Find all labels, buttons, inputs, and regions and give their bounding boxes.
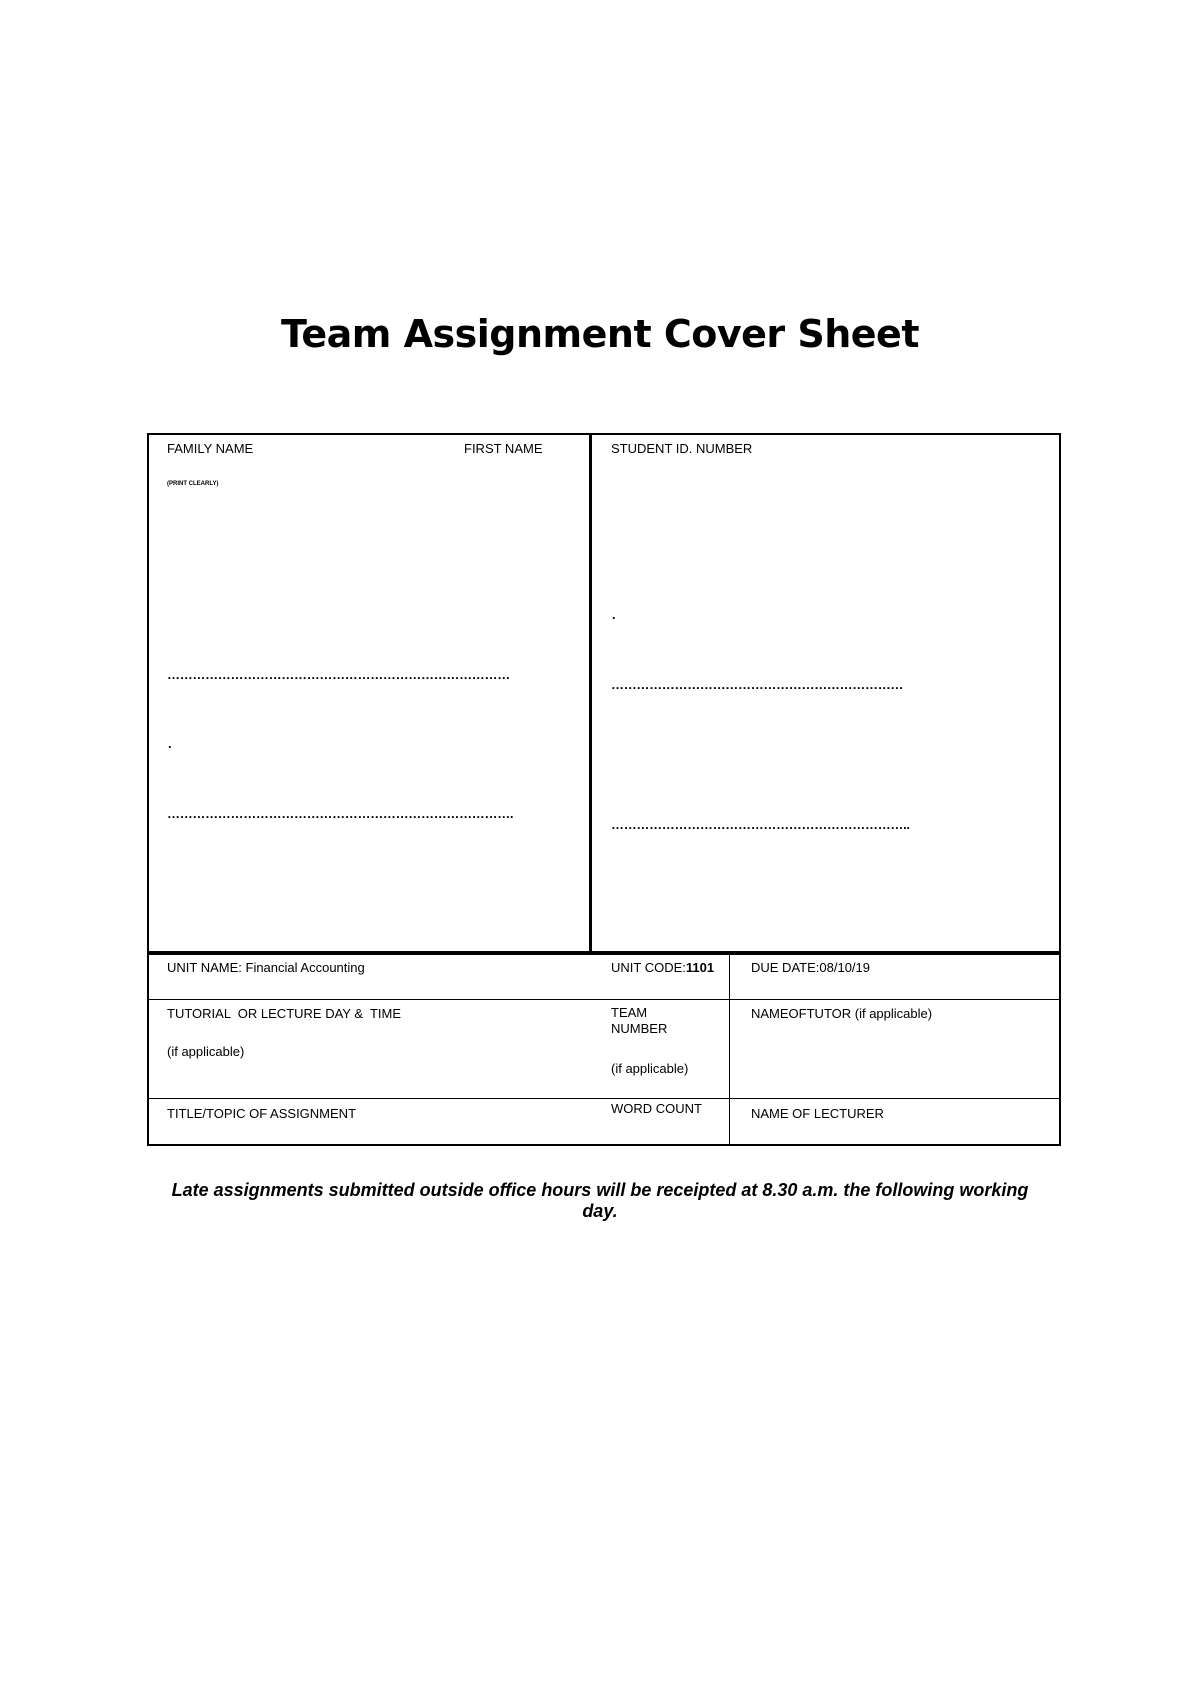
late-submission-note: Late assignments submitted outside office hours will be receipted at 8.30 a.m. the following working day.: [171, 1180, 1029, 1221]
team-number-label-line-2: NUMBER: [611, 1021, 668, 1036]
unit-name-label: UNIT NAME:: [167, 960, 246, 975]
lower-row-divider-2: [147, 1098, 1061, 1099]
tutorial-note: (if applicable): [167, 1044, 245, 1059]
due-date-field: [751, 960, 870, 976]
page-title: Team Assignment Cover Sheet: [281, 312, 919, 356]
family-name-label: FAMILY NAME: [167, 441, 254, 456]
due-date-label: DUE DATE:: [751, 960, 820, 975]
unit-name-field: [167, 960, 365, 976]
title-topic-label: TITLE/TOPIC OF ASSIGNMENT: [167, 1106, 357, 1121]
unit-code-label: UNIT CODE:: [611, 960, 686, 975]
id-line-2[interactable]: ……………………………………………………………..: [611, 817, 910, 832]
team-number-label-line-1: TEAM: [611, 1005, 648, 1020]
unit-code-value: 1101: [685, 960, 715, 975]
lower-col-divider: [729, 953, 730, 1146]
id-line-1[interactable]: ……………………………………………………………: [611, 677, 904, 692]
name-line-1[interactable]: ………………………………………………………………………: [167, 667, 510, 682]
unit-code-field: [611, 960, 714, 976]
id-bullet: .: [612, 607, 616, 622]
due-date-value: 08/10/19: [819, 960, 870, 975]
team-number-note: (if applicable): [611, 1061, 689, 1076]
name-line-2[interactable]: ……………………………………………………………………….: [167, 806, 514, 821]
lower-row-divider-1: [147, 999, 1061, 1000]
word-count-label: WORD COUNT: [611, 1101, 702, 1116]
student-details-box: [147, 433, 1061, 953]
name-bullet: .: [168, 736, 172, 751]
upper-divider: [589, 433, 592, 953]
lecturer-label: NAME OF LECTURER: [751, 1106, 884, 1121]
tutorial-label: TUTORIAL OR LECTURE DAY & TIME: [167, 1006, 402, 1021]
student-id-label: STUDENT ID. NUMBER: [611, 441, 753, 456]
tutor-label: NAMEOFTUTOR (if applicable): [751, 1006, 933, 1021]
unit-name-value: Financial Accounting: [245, 960, 365, 975]
print-clearly-label: (PRINT CLEARLY): [167, 481, 219, 487]
first-name-label: FIRST NAME: [464, 441, 543, 456]
